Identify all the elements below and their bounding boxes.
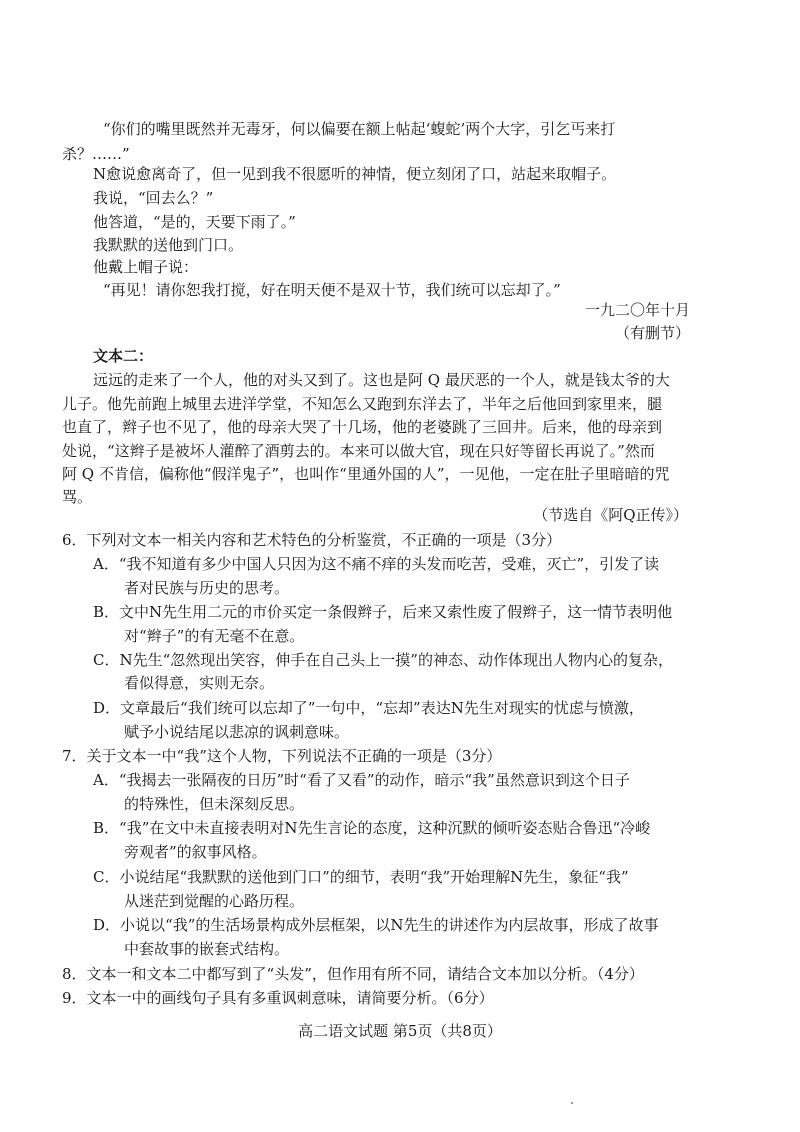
q8-stem: 8．文本一和文本二中都写到了“头发”，但作用有所不同，请结合文本加以分析。（4分） (62, 965, 644, 983)
q7-option-a-line-2: 的特殊性，但未深刻反思。 (124, 795, 305, 813)
q7-option-d-line-1: D．小说以“我”的生活场景构成外层框架，以N先生的讲述作为内层故事，形成了故事 (93, 916, 659, 934)
q6-option-d-line-2: 赋予小说结尾以悲凉的讽刺意味。 (124, 723, 350, 741)
text1-line-2: 杀？……” (62, 145, 130, 163)
text1-line-5: 他答道，“是的，天要下雨了。” (93, 213, 296, 231)
q7-option-c-line-1: C．小说结尾“我默默的送他到门口”的细节，表明“我”开始理解N先生，象征“我” (93, 868, 629, 886)
q9-stem: 9．文本一中的画线句子具有多重讽刺意味，请简要分析。（6分） (62, 989, 494, 1007)
q6-option-d-line-1: D．文章最后“我们统可以忘却了”一句中，“忘却”表达N先生对现实的忧虑与愤激， (93, 699, 644, 717)
text1-line-6: 我默默的送他到门口。 (93, 236, 244, 254)
text2-line-5: 阿 Q 不肯信，偏称他“假洋鬼子”，也叫作“里通外国的人”，一见他，一定在肚子里暗暗的咒 (62, 465, 670, 483)
q6-stem: 6．下列对文本一相关内容和艺术特色的分析鉴赏，不正确的一项是（3分） (62, 531, 562, 549)
text1-line-7: 他戴上帽子说： (93, 258, 199, 276)
text1-date: 一九二〇年十月 (584, 301, 690, 319)
q6-option-b-line-2: 对“辫子”的有无毫不在意。 (124, 627, 305, 645)
q6-option-a-line-1: A．“我不知道有多少中国人只因为这不痛不痒的头发而吃苦，受难，灭亡”，引发了读 (93, 555, 660, 573)
q7-option-d-line-2: 中套故事的嵌套式结构。 (124, 940, 290, 958)
scan-speck (571, 1102, 573, 1104)
text2-line-1: 远远的走来了一个人，他的对头又到了。这也是阿 Q 最厌恶的一个人，就是钱太爷的大 (93, 371, 670, 389)
text2-line-2: 儿子。他先前跑上城里去进洋学堂，不知怎么又跑到东洋去了，半年之后他回到家里来，腿 (62, 395, 663, 413)
text1-line-1: “你们的嘴里既然并无毒牙，何以偏要在额上帖起‘蝮蛇’两个大字，引乞丐来打 (103, 120, 616, 138)
q6-option-a-line-2: 者对民族与历史的思考。 (124, 579, 290, 597)
text2-line-4: 处说，“这辫子是被坏人灌醉了酒剪去的。本来可以做大官，现在只好等留长再说了。”然而 (62, 442, 655, 460)
q6-option-c-line-1: C．N先生“忽然现出笑容，伸手在自己头上一摸”的神态、动作体现出人物内心的复杂， (93, 651, 673, 669)
text1-abridged-note: （有删节） (614, 324, 690, 342)
q6-option-c-line-2: 看似得意，实则无奈。 (124, 674, 275, 692)
q7-option-c-line-2: 从迷茫到觉醒的心路历程。 (124, 892, 305, 910)
text2-source: （节选自《阿Q正传》） (533, 506, 688, 524)
q7-option-a-line-1: A．“我揭去一张隔夜的日历”时“看了又看”的动作，暗示“我”虽然意识到这个日子 (93, 771, 630, 789)
page-footer: 高二语文试题 第5页（共8页） (298, 1022, 502, 1040)
text1-line-3: N愈说愈离奇了，但一见到我不很愿听的神情，便立刻闭了口，站起来取帽子。 (93, 165, 617, 183)
q7-option-b-line-2: 旁观者”的叙事风格。 (124, 843, 267, 861)
q7-option-b-line-1: B．“我”在文中未直接表明对N先生言论的态度，这种沉默的倾听姿态贴合鲁迅“冷峻 (93, 819, 651, 837)
text2-line-3: 也直了，辫子也不见了，他的母亲大哭了十几场，他的老婆跳了三回井。后来，他的母亲到 (62, 418, 663, 436)
q6-option-b-line-1: B．文中N先生用二元的市价买定一条假辫子，后来又索性废了假辫子，这一情节表明他 (93, 603, 673, 621)
text2-line-6: 骂。 (62, 488, 93, 506)
q7-stem: 7．关于文本一中“我”这个人物，下列说法不正确的一项是（3分） (62, 747, 502, 765)
text1-line-4: 我说，“回去么？” (93, 189, 214, 207)
text2-heading: 文本二： (93, 347, 154, 365)
text1-line-8: “再见！请你恕我打搅，好在明天便不是双十节，我们统可以忘却了。” (103, 281, 561, 299)
